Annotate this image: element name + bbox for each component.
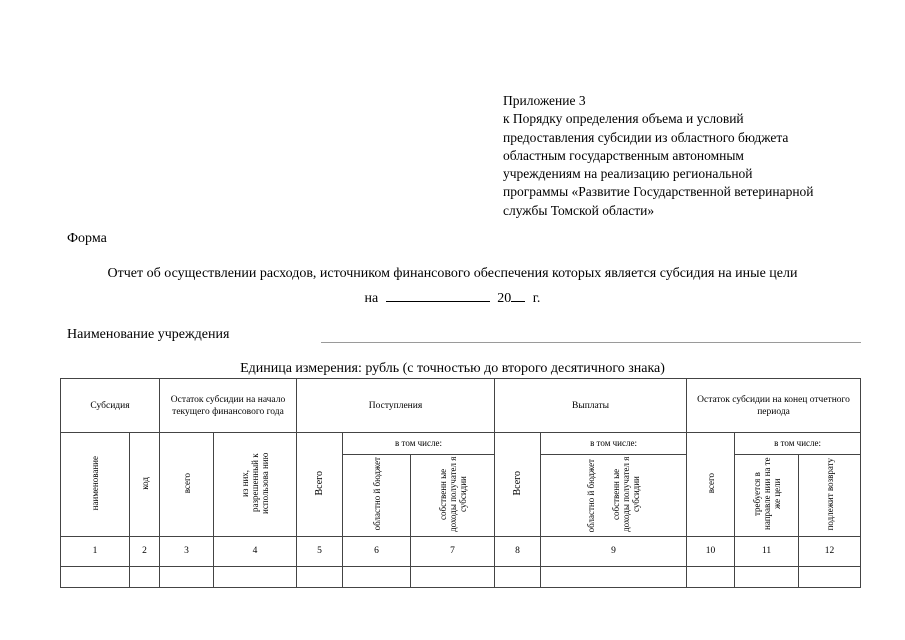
- col-number: 6: [343, 537, 411, 567]
- col-number: 7: [411, 537, 495, 567]
- table-cell[interactable]: [687, 567, 735, 588]
- appendix-line: программы «Развитие Государственной ветеринарной: [503, 184, 814, 200]
- group-end-balance: Остаток субсидии на конец отчетного периода: [687, 379, 861, 433]
- appendix-line: к Порядку определения объема и условий: [503, 111, 744, 127]
- col-code-header: код: [130, 433, 160, 537]
- col-payments-total-header: Всего: [495, 433, 541, 537]
- col-end-return-header: подлежит возврату: [799, 455, 861, 537]
- group-payments: Выплаты: [495, 379, 687, 433]
- table-cell[interactable]: [130, 567, 160, 588]
- group-subsidy: Субсидия: [61, 379, 160, 433]
- receipts-including-label: в том числе:: [343, 433, 495, 455]
- appendix-line: Приложение 3: [503, 93, 586, 108]
- report-date-line: [0, 289, 905, 307]
- table-cell[interactable]: [214, 567, 297, 588]
- appendix-line: службы Томской области»: [503, 202, 655, 218]
- col-start-total-header: всего: [160, 433, 214, 537]
- report-table: [60, 378, 861, 588]
- date-year: 20: [497, 291, 512, 306]
- appendix-block: [503, 92, 883, 220]
- col-number: 1: [61, 537, 130, 567]
- table-cell[interactable]: [160, 567, 214, 588]
- date-suffix: г.: [532, 291, 541, 306]
- table-cell[interactable]: [411, 567, 495, 588]
- table-cell[interactable]: [799, 567, 861, 588]
- appendix-line: предоставления субсидии из областного бюджета: [503, 129, 789, 145]
- table-cell[interactable]: [61, 567, 130, 588]
- col-receipts-regional-header: областно й бюджет: [343, 455, 411, 537]
- col-payments-split-header: [541, 455, 687, 537]
- col-receipts-own-header: собственн ые доходы получател я субсидии: [411, 455, 495, 537]
- col-number: 5: [297, 537, 343, 567]
- col-number: 12: [799, 537, 861, 567]
- year-blank-field[interactable]: [511, 289, 525, 302]
- institution-field-line[interactable]: [321, 342, 861, 343]
- table-cell[interactable]: [343, 567, 411, 588]
- appendix-line: учреждениям на реализацию региональной: [503, 166, 753, 182]
- col-number: 10: [687, 537, 735, 567]
- date-prefix: на: [364, 291, 379, 306]
- col-number: 4: [214, 537, 297, 567]
- payments-including-label: в том числе:: [541, 433, 687, 455]
- col-name-header: наименование: [61, 433, 130, 537]
- col-number: 8: [495, 537, 541, 567]
- table-cell[interactable]: [297, 567, 343, 588]
- appendix-line: областным государственным автономным: [503, 147, 744, 163]
- col-payments-regional-header: областно й бюджет: [586, 458, 597, 532]
- unit-of-measure: Единица измерения: рубль (с точностью до второго десятичного знака): [240, 361, 665, 376]
- col-number: 9: [541, 537, 687, 567]
- col-end-total-header: всего: [687, 433, 735, 537]
- report-title: Отчет об осуществлении расходов, источником финансового обеспечения которых является субсидия на иные цели: [107, 266, 798, 281]
- date-blank-field[interactable]: [386, 289, 490, 302]
- group-receipts: Поступления: [297, 379, 495, 433]
- col-number: 11: [735, 537, 799, 567]
- col-end-required-header: требуется в направле нии на те же цели: [735, 455, 799, 537]
- institution-label: Наименование учреждения: [67, 327, 230, 342]
- table-cell[interactable]: [735, 567, 799, 588]
- col-start-allowed-header: из них, разрешенный к использова нию: [214, 433, 297, 537]
- col-number: 3: [160, 537, 214, 567]
- col-payments-own-header: собственн ые доходы получател я субсидии: [610, 456, 641, 532]
- table-cell[interactable]: [495, 567, 541, 588]
- end-including-label: в том числе:: [735, 433, 861, 455]
- form-label: Форма: [67, 231, 107, 246]
- col-receipts-total-header: Всего: [297, 433, 343, 537]
- group-start-balance: Остаток субсидии на начало текущего финансового года: [160, 379, 297, 433]
- col-number: 2: [130, 537, 160, 567]
- table-cell[interactable]: [541, 567, 687, 588]
